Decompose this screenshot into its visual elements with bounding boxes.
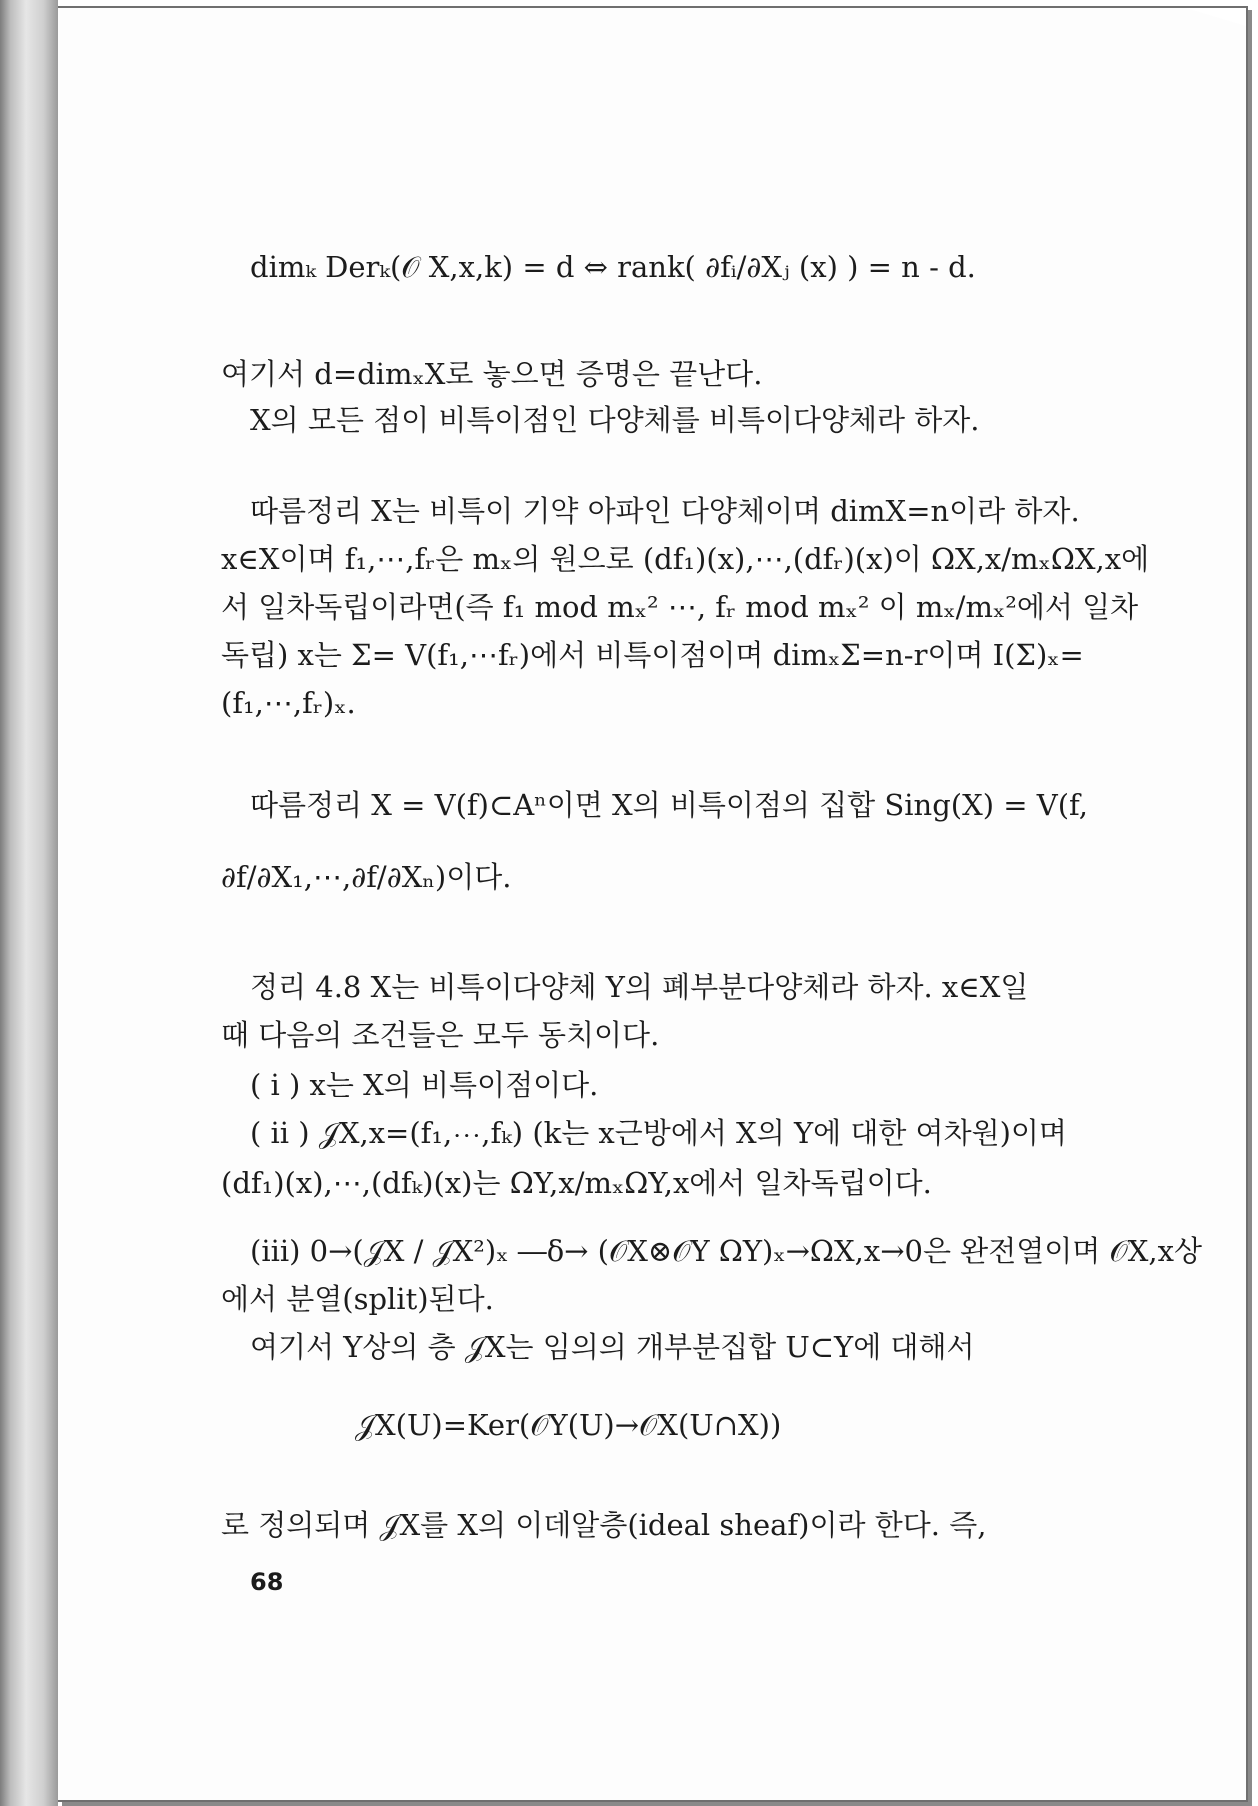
condition-ii-line-1: ( ii ) 𝒥X,x=(f₁,⋯,fₖ) (k는 x근방에서 X의 Y에 대한 여차원)이며 [250, 1116, 1067, 1150]
corollary-1-line-5: (f₁,⋯,fᵣ)ₓ. [221, 686, 356, 720]
page-corner [1186, 8, 1246, 26]
theorem-4-8-statement: 정리 4.8 X는 비특이다양체 Y의 폐부분다양체라 하자. x∈X일 [250, 970, 1029, 1004]
theorem-4-8-equivalence: 때 다음의 조건들은 모두 동치이다. [221, 1018, 660, 1052]
equation-dimension-rank: dimₖ Derₖ(𝒪 X,x,k) = d ⇔ rank( ∂fᵢ/∂Xⱼ (x) ) = n - d. [250, 250, 976, 284]
book-spine [0, 0, 58, 1806]
condition-i: ( i ) x는 X의 비특이점이다. [250, 1068, 599, 1102]
text-nonsingular-variety-definition: X의 모든 점이 비특이점인 다양체를 비특이다양체라 하자. [250, 403, 980, 437]
page-number: 68 [250, 1568, 284, 1596]
text-ideal-sheaf-definition: 로 정의되며 𝒥X를 X의 이데알층(ideal sheaf)이라 한다. 즉, [221, 1508, 987, 1542]
condition-iii-line-1: (iii) 0→(𝒥X / 𝒥X²)ₓ ―δ→ (𝒪X⊗𝒪Y ΩY)ₓ→ΩX,x→0은 완전열이며 𝒪X,x상 [250, 1234, 1202, 1268]
text-proof-end: 여기서 d=dimₓX로 놓으면 증명은 끝난다. [221, 357, 763, 391]
corollary-1-line-4: 독립) x는 Σ= V(f₁,⋯fᵣ)에서 비특이점이며 dimₓΣ=n-r이며 I(Σ)ₓ= [221, 638, 1084, 672]
corollary-1-line-2: x∈X이며 f₁,⋯,fᵣ은 mₓ의 원으로 (df₁)(x),⋯,(dfᵣ)(x)이 ΩX,x/mₓΩX,x에 [221, 542, 1150, 576]
condition-iii-line-2: 에서 분열(split)된다. [221, 1282, 494, 1316]
text-ideal-sheaf-intro: 여기서 Y상의 층 𝒥X는 임의의 개부분집합 U⊂Y에 대해서 [250, 1330, 975, 1364]
equation-ideal-sheaf: 𝒥X(U)=Ker(𝒪Y(U)→𝒪X(U∩X)) [355, 1408, 782, 1442]
corollary-2-line-1: 따름정리 X = V(f)⊂Aⁿ이면 X의 비특이점의 집합 Sing(X) = V(f, [250, 788, 1088, 822]
condition-ii-line-2: (df₁)(x),⋯,(dfₖ)(x)는 ΩY,x/mₓΩY,x에서 일차독립이다. [221, 1166, 932, 1200]
corollary-2-line-2: ∂f/∂X₁,⋯,∂f/∂Xₙ)이다. [221, 860, 512, 894]
corollary-1-line-1: 따름정리 X는 비특이 기약 아파인 다양체이며 dimX=n이라 하자. [250, 494, 1080, 528]
corollary-1-line-3: 서 일차독립이라면(즉 f₁ mod mₓ² ⋯, fᵣ mod mₓ² 이 mₓ/mₓ²에서 일차 [221, 590, 1139, 624]
